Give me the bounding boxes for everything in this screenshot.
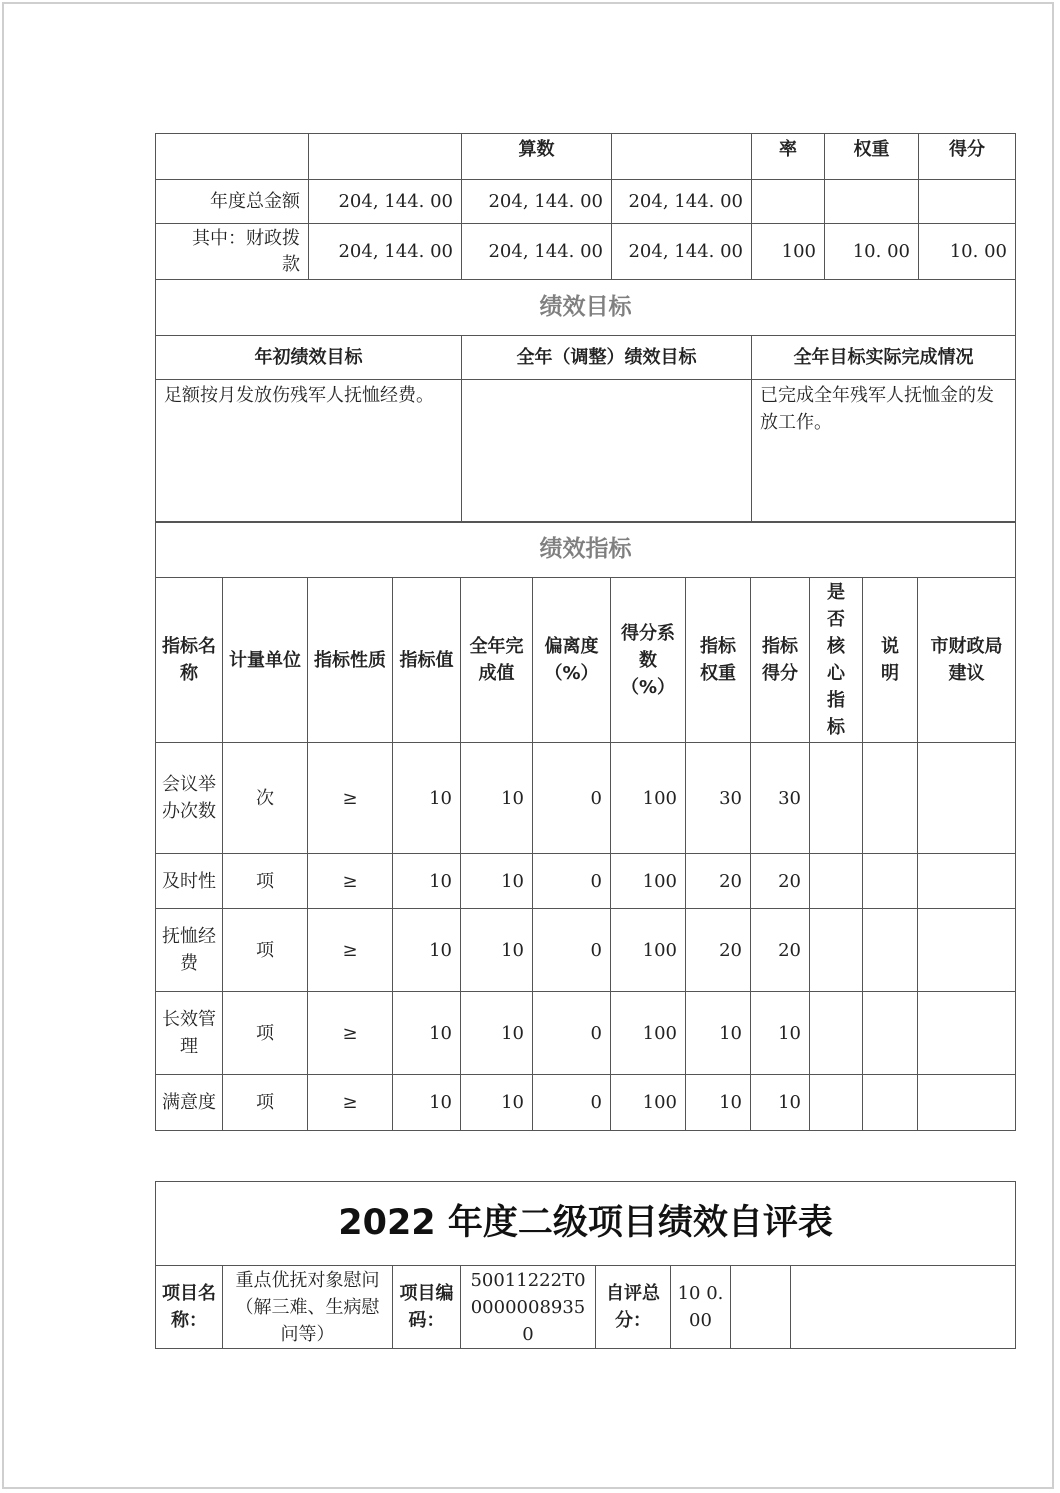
indicator-weight: 20 [686,854,751,909]
header-note: 说明 [863,578,918,743]
table-row [156,1075,1016,1131]
header-coefficient: 得分系数（%） [611,578,686,743]
table-row [156,992,1016,1075]
funding-header-weight: 权重 [825,134,919,180]
header-core: 是否核心指标 [810,578,863,743]
funding-header-score: 得分 [919,134,1016,180]
indicator-actual: 10 [461,909,533,992]
indicator-suggestion [918,854,1016,909]
indicator-target: 10 [393,743,461,854]
funding-header-budget: 算数 [462,134,612,180]
indicator-note [863,909,918,992]
indicator-core [810,1075,863,1131]
second-form-table [155,1181,1016,1349]
funding-table [155,133,1016,280]
header-nature: 指标性质 [308,578,393,743]
funding-cell [919,180,1016,224]
funding-header-blank-1 [156,134,309,180]
indicator-unit: 次 [223,743,308,854]
indicator-coefficient: 100 [611,909,686,992]
indicator-weight: 10 [686,992,751,1075]
goals-section-title: 绩效目标 [156,280,1016,336]
indicator-target: 10 [393,1075,461,1131]
indicator-score: 20 [751,909,810,992]
funding-cell: 100 [752,224,825,280]
header-weight: 指标权重 [686,578,751,743]
indicator-deviation: 0 [533,1075,611,1131]
header-target: 指标值 [393,578,461,743]
indicator-suggestion [918,1075,1016,1131]
indicator-name: 会议举办次数 [156,743,223,854]
indicator-weight: 20 [686,909,751,992]
indicator-suggestion [918,992,1016,1075]
indicator-actual: 10 [461,992,533,1075]
form-title: 2022 年度二级项目绩效自评表 [156,1182,1016,1266]
project-code-value: 50011222T000000089350 [461,1266,596,1349]
indicator-name: 满意度 [156,1075,223,1131]
funding-header-blank-2 [309,134,462,180]
indicator-name: 及时性 [156,854,223,909]
indicators-section-title: 绩效指标 [156,522,1016,578]
goals-col1-header: 年初绩效目标 [156,336,462,380]
indicator-note [863,743,918,854]
total-score-value: 10 0. 00 [671,1266,731,1349]
goals-adjusted-text [462,380,752,523]
funding-cell [825,180,919,224]
funding-cell: 204, 144. 00 [309,180,462,224]
table-row [156,743,1016,854]
indicator-deviation: 0 [533,992,611,1075]
indicator-deviation: 0 [533,854,611,909]
indicator-suggestion [918,909,1016,992]
funding-cell: 204, 144. 00 [462,224,612,280]
table-row [156,909,1016,992]
header-unit: 计量单位 [223,578,308,743]
funding-row-label: 其中：财政拨款 [156,224,309,280]
funding-cell: 10. 00 [825,224,919,280]
indicator-core [810,909,863,992]
indicator-unit: 项 [223,992,308,1075]
indicator-nature: ≥ [308,743,393,854]
indicators-header-row [156,578,1016,743]
goals-table [155,279,1016,523]
project-name-value: 重点优抚对象慰问（解三难、生病慰问等） [223,1266,393,1349]
indicator-nature: ≥ [308,992,393,1075]
indicator-weight: 30 [686,743,751,854]
indicator-unit: 项 [223,854,308,909]
indicator-name: 抚恤经费 [156,909,223,992]
funding-cell: 204, 144. 00 [462,180,612,224]
indicator-deviation: 0 [533,909,611,992]
indicator-note [863,854,918,909]
header-suggestion: 市财政局建议 [918,578,1016,743]
indicator-core [810,854,863,909]
indicator-weight: 10 [686,1075,751,1131]
indicator-coefficient: 100 [611,992,686,1075]
table-row [156,854,1016,909]
goals-col3-header: 全年目标实际完成情况 [752,336,1016,380]
project-name-label: 项目名称： [156,1266,223,1349]
indicators-table [155,521,1016,1131]
indicator-actual: 10 [461,743,533,854]
funding-cell: 204, 144. 00 [309,224,462,280]
project-code-label: 项目编码： [393,1266,461,1349]
header-score: 指标得分 [751,578,810,743]
indicator-note [863,1075,918,1131]
indicator-note [863,992,918,1075]
indicator-coefficient: 100 [611,743,686,854]
indicator-suggestion [918,743,1016,854]
header-actual: 全年完成值 [461,578,533,743]
indicator-core [810,992,863,1075]
indicator-actual: 10 [461,1075,533,1131]
indicator-coefficient: 100 [611,854,686,909]
indicator-nature: ≥ [308,854,393,909]
total-score-label: 自评总分： [596,1266,671,1349]
indicator-score: 20 [751,854,810,909]
indicator-score: 10 [751,1075,810,1131]
blank-cell [791,1266,1016,1349]
funding-cell: 204, 144. 00 [612,224,752,280]
indicator-deviation: 0 [533,743,611,854]
indicator-score: 30 [751,743,810,854]
funding-cell: 204, 144. 00 [612,180,752,224]
indicator-target: 10 [393,909,461,992]
table-row [156,224,1016,280]
funding-row-label: 年度总金额 [156,180,309,224]
funding-header-blank-3 [612,134,752,180]
goals-actual-text: 已完成全年残军人抚恤金的发放工作。 [752,380,1016,523]
blank-cell [731,1266,791,1349]
funding-cell [752,180,825,224]
indicator-unit: 项 [223,1075,308,1131]
header-deviation: 偏离度（%） [533,578,611,743]
indicator-nature: ≥ [308,1075,393,1131]
indicator-target: 10 [393,992,461,1075]
indicator-coefficient: 100 [611,1075,686,1131]
goals-col2-header: 全年（调整）绩效目标 [462,336,752,380]
indicator-score: 10 [751,992,810,1075]
indicator-name: 长效管理 [156,992,223,1075]
indicator-unit: 项 [223,909,308,992]
goals-initial-text: 足额按月发放伤残军人抚恤经费。 [156,380,462,523]
funding-header-rate: 率 [752,134,825,180]
indicator-actual: 10 [461,854,533,909]
header-indicator-name: 指标名称 [156,578,223,743]
indicator-nature: ≥ [308,909,393,992]
indicator-core [810,743,863,854]
funding-cell: 10. 00 [919,224,1016,280]
table-row [156,180,1016,224]
indicator-target: 10 [393,854,461,909]
